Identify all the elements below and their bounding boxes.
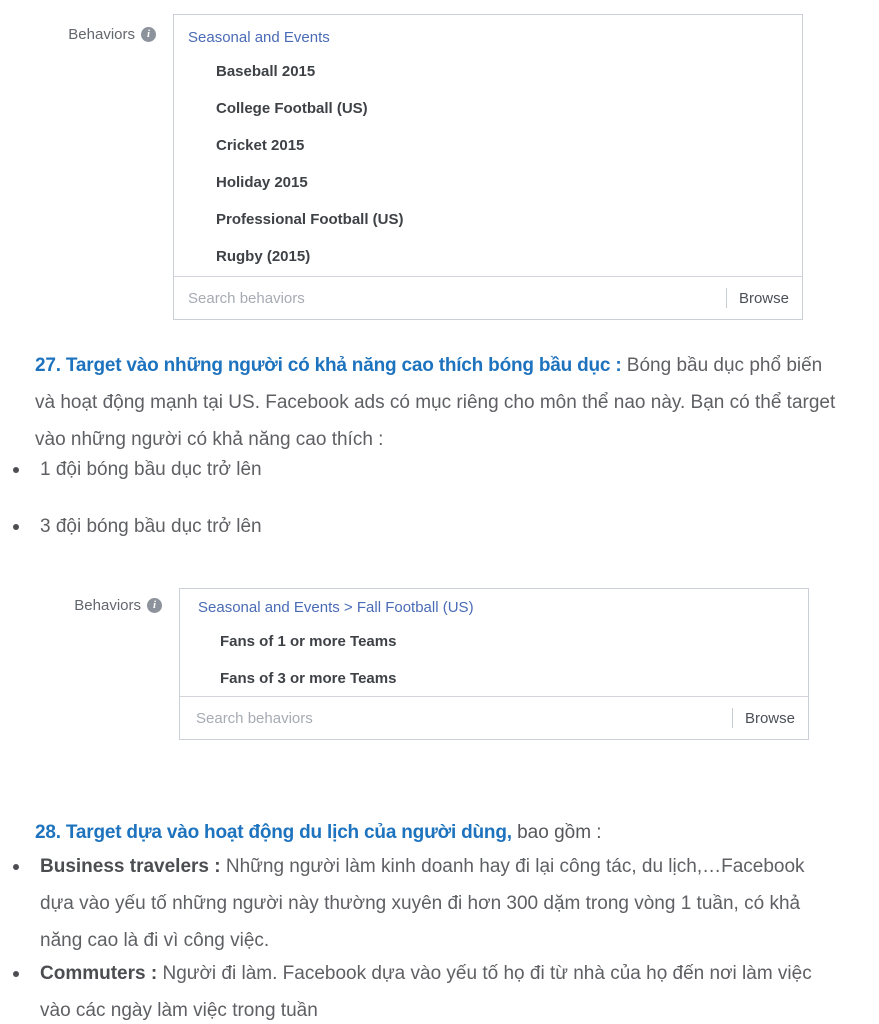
behavior-item: Professional Football (US) bbox=[216, 211, 404, 228]
bullet-text: 1 đội bóng bầu dục trở lên bbox=[40, 459, 262, 480]
search-behaviors-input[interactable] bbox=[180, 697, 732, 739]
list-item bbox=[0, 955, 820, 1024]
behavior-item: Fans of 1 or more Teams bbox=[220, 633, 397, 650]
bullet-dot bbox=[13, 864, 19, 870]
behavior-item: Baseball 2015 bbox=[216, 63, 316, 80]
behaviors-box-1 bbox=[173, 14, 803, 320]
bullet-term: Commuters : bbox=[40, 963, 158, 984]
behavior-item: Fans of 3 or more Teams bbox=[220, 670, 397, 687]
behavior-search-row bbox=[174, 276, 802, 319]
section-28-heading-line bbox=[35, 821, 602, 845]
list-item bbox=[0, 458, 600, 482]
bullet-text: 3 đội bóng bầu dục trở lên bbox=[40, 516, 262, 537]
search-behaviors-input[interactable] bbox=[174, 277, 726, 319]
section-28-heading-suffix: bao gồm : bbox=[511, 822, 602, 843]
bullet-term: Business travelers : bbox=[40, 856, 221, 877]
behavior-category-link[interactable]: Seasonal and Events > Fall Football (US) bbox=[198, 599, 474, 616]
list-item bbox=[0, 848, 820, 959]
section-27-paragraph bbox=[35, 347, 840, 458]
behavior-item: Cricket 2015 bbox=[216, 137, 305, 154]
browse-button[interactable]: Browse bbox=[738, 289, 789, 307]
info-icon[interactable]: i bbox=[147, 598, 162, 613]
section-27-body: Bóng bầu dục phổ biến và hoạt động mạnh tại US. Facebook ads có mục riêng cho môn thể nao này. Bạn có thể target vào những người có khả năng cao thích : bbox=[35, 355, 836, 450]
section-27-heading: 27. Target vào những người có khả năng cao thích bóng bầu dục : bbox=[35, 355, 622, 376]
behavior-item: College Football (US) bbox=[216, 100, 368, 117]
info-icon[interactable]: i bbox=[141, 27, 156, 42]
behaviors-label-text: Behaviors bbox=[74, 596, 141, 614]
bullet-dot bbox=[13, 971, 19, 977]
bullet-text: Những người làm kinh doanh hay đi lại công tác, du lịch,…Facebook dựa vào yếu tố những người này thường xuyên đi hơn 300 dặm trong vòng 1 tuần, có khả năng cao là đi vì công việc. bbox=[40, 856, 805, 951]
behavior-search-row bbox=[180, 696, 808, 739]
behaviors-field-label-2 bbox=[0, 596, 162, 614]
browse-button[interactable]: Browse bbox=[744, 709, 795, 727]
list-item bbox=[0, 515, 600, 539]
section-28-heading: 28. Target dựa vào hoạt động du lịch của người dùng, bbox=[35, 822, 512, 843]
behavior-category-link[interactable]: Seasonal and Events bbox=[188, 29, 330, 46]
bullet-text: Người đi làm. Facebook dựa vào yếu tố họ đi từ nhà của họ đến nơi làm việc vào các ngày làm việc trong tuần bbox=[40, 963, 812, 1021]
behaviors-box-2 bbox=[179, 588, 809, 740]
bullet-dot bbox=[13, 467, 19, 473]
bullet-dot bbox=[13, 524, 19, 530]
behavior-item: Rugby (2015) bbox=[216, 248, 311, 265]
behavior-item: Holiday 2015 bbox=[216, 174, 308, 191]
behaviors-field-label-1 bbox=[0, 25, 156, 43]
behaviors-label-text: Behaviors bbox=[68, 25, 135, 43]
